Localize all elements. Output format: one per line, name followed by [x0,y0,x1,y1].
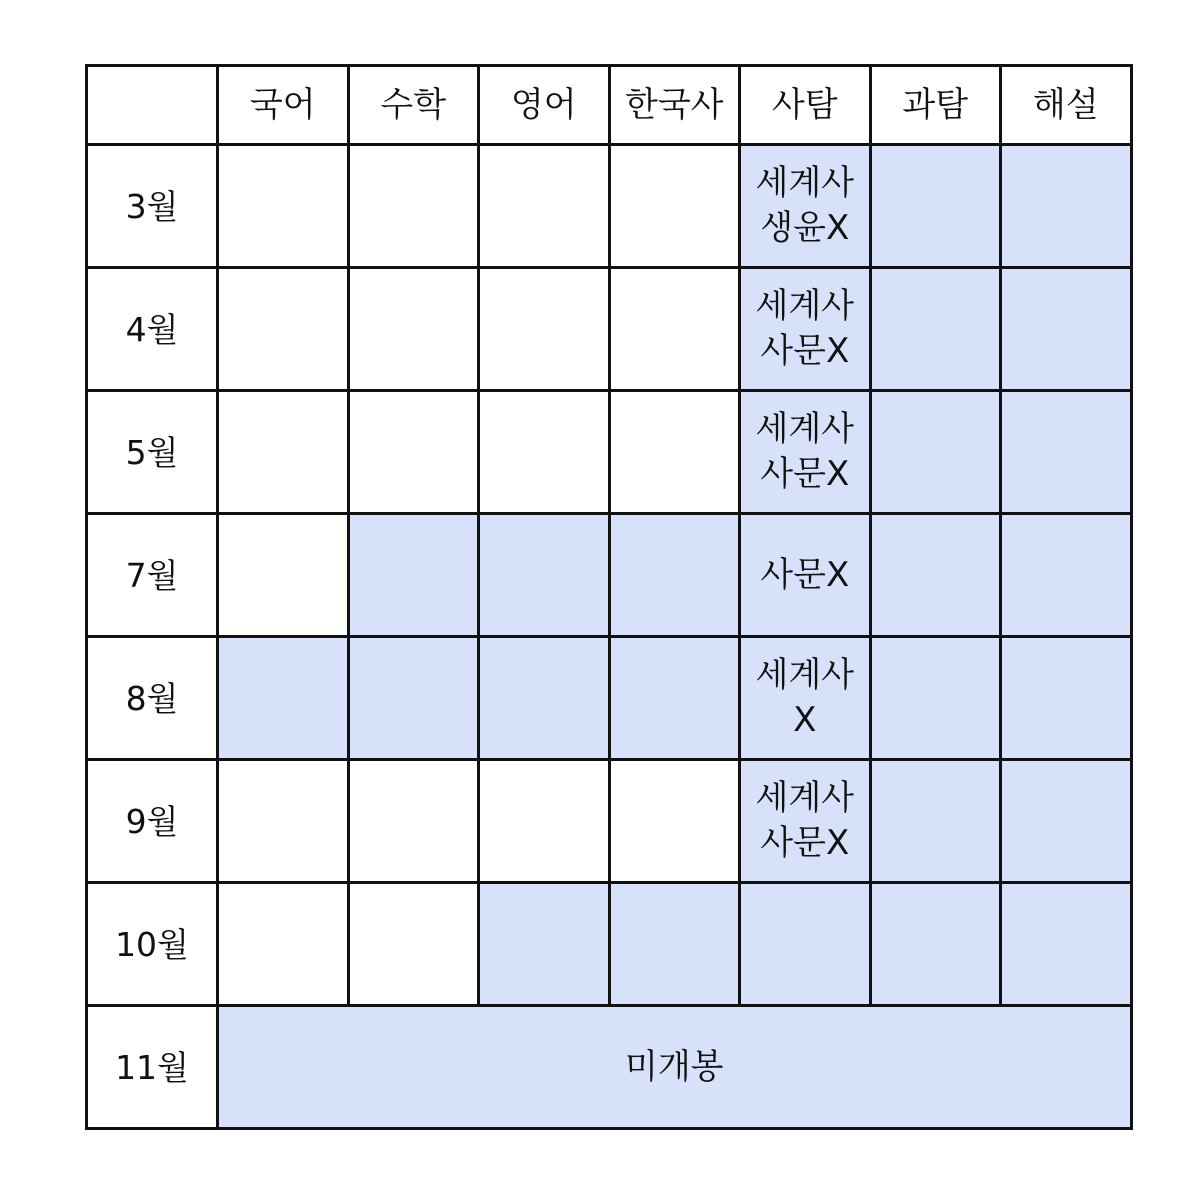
month-cell: 9월 [87,760,218,883]
table-cell [870,883,1001,1006]
cell-text-line: 사문X [760,554,850,595]
table-cell [1001,391,1132,514]
month-cell: 10월 [87,883,218,1006]
table-cell [348,883,479,1006]
header-cell-science-inquiry: 과탐 [870,66,1001,145]
month-cell: 3월 [87,145,218,268]
table-cell [479,637,610,760]
table-cell [1001,268,1132,391]
table-cell [348,514,479,637]
table-cell [740,637,871,760]
cell-text-line: 생윤X [760,208,850,248]
table-cell [218,268,349,391]
header-cell-social-inquiry: 사탐 [740,66,871,145]
table-cell [740,514,871,637]
table-body [87,145,1132,1129]
table-row-november [87,1006,1132,1129]
header-cell-korean-history: 한국사 [609,66,740,145]
header-row [87,66,1132,145]
table-cell [870,145,1001,268]
month-cell: 7월 [87,514,218,637]
cell-text-line: 사문X [760,454,850,494]
table-row [87,391,1132,514]
table-cell [740,145,871,268]
header-cell-korean: 국어 [218,66,349,145]
table-cell [479,391,610,514]
table-cell [740,391,871,514]
cell-text-line: 사문X [760,823,850,863]
table-cell [218,760,349,883]
cell-text-line: 사문X [760,331,850,371]
header-cell-english: 영어 [479,66,610,145]
table-cell [218,883,349,1006]
table-cell [870,760,1001,883]
table-cell [740,883,871,1006]
table-cell [609,145,740,268]
table-cell [870,514,1001,637]
table-cell [218,514,349,637]
header-cell-math: 수학 [348,66,479,145]
table-cell [348,145,479,268]
table-cell [479,883,610,1006]
table-cell [870,391,1001,514]
table-cell [740,268,871,391]
cell-text-line: 세계사 [755,778,855,818]
cell-text-line: X [793,700,817,740]
table-cell [1001,760,1132,883]
month-cell: 5월 [87,391,218,514]
table-row [87,760,1132,883]
table-cell [870,268,1001,391]
table-row [87,514,1132,637]
availability-table [85,64,1133,1130]
table-cell [479,760,610,883]
table-cell [218,145,349,268]
table-cell [1001,145,1132,268]
month-cell: 11월 [87,1006,218,1129]
table-cell [609,883,740,1006]
availability-table-wrapper [85,64,1130,1127]
month-cell: 8월 [87,637,218,760]
table-cell [348,268,479,391]
table-cell [218,637,349,760]
table-cell [348,637,479,760]
table-cell [479,145,610,268]
cell-text-line: 세계사 [755,409,855,449]
table-cell [1001,637,1132,760]
table-cell [870,637,1001,760]
table-cell [1001,883,1132,1006]
header-cell-answer-key: 해설 [1001,66,1132,145]
cell-text-line: 세계사 [755,163,855,203]
table-cell [479,514,610,637]
table-cell [348,760,479,883]
table-cell [609,760,740,883]
corner-cell [87,66,218,145]
table-row [87,145,1132,268]
table-cell [609,391,740,514]
cell-text-line: 세계사 [755,286,855,326]
table-cell [1001,514,1132,637]
cell-text-line: 세계사 [755,655,855,695]
merged-unopened-cell: 미개봉 [218,1006,1132,1129]
table-cell [609,268,740,391]
table-cell [218,391,349,514]
month-cell: 4월 [87,268,218,391]
table-row [87,268,1132,391]
table-cell [609,637,740,760]
table-row [87,637,1132,760]
table-cell [479,268,610,391]
table-cell [348,391,479,514]
table-row [87,883,1132,1006]
table-cell [609,514,740,637]
table-cell [740,760,871,883]
